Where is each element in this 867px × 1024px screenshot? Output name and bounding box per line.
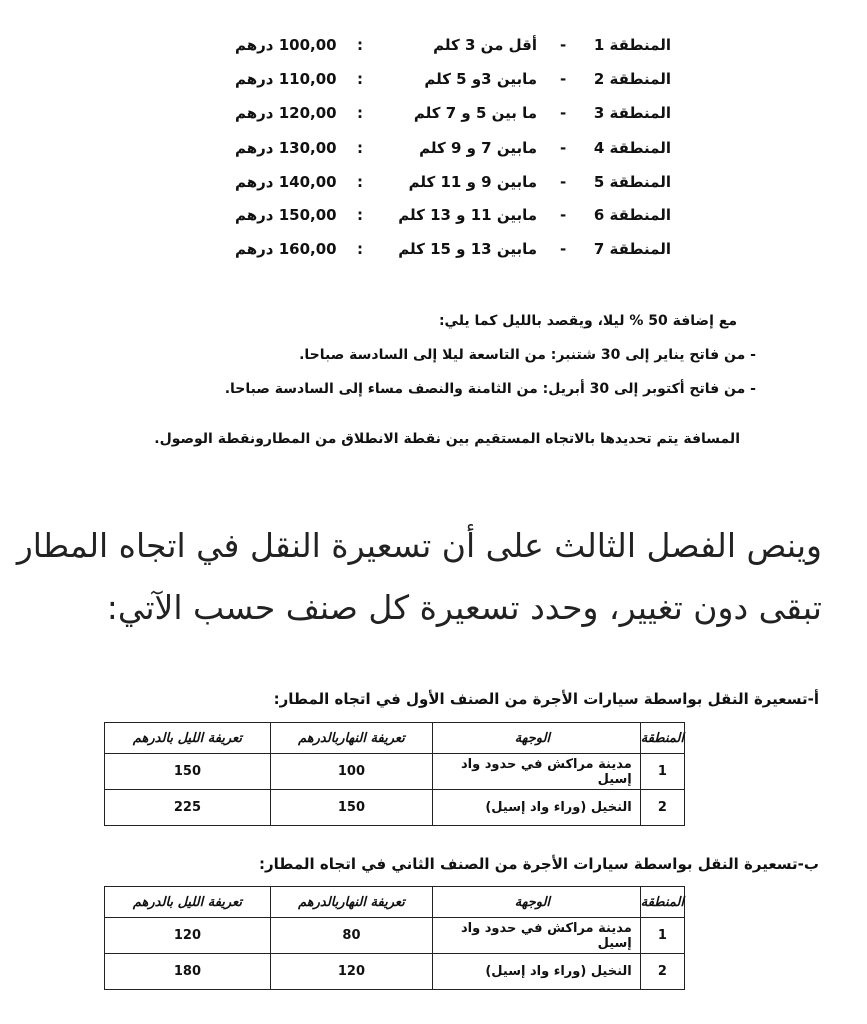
zone-distance: مابين 9 و 11 كلم	[408, 173, 537, 191]
zone-price: 150,00 درهم	[235, 206, 337, 224]
zone-distance: مابين 13 و 15 كلم	[398, 240, 537, 258]
cell-night: 180	[105, 954, 271, 990]
zone-row	[0, 139, 867, 169]
cell-day: 120	[270, 954, 432, 990]
zone-colon: :	[357, 70, 363, 88]
header-zone: المنطقة	[640, 723, 684, 754]
zone-dash: -	[560, 36, 567, 54]
cell-day: 100	[270, 754, 432, 790]
header-zone: المنطقة	[640, 887, 684, 918]
zone-row	[0, 104, 867, 134]
table-row	[105, 790, 685, 826]
table-a	[104, 722, 685, 826]
zone-colon: :	[357, 139, 363, 157]
zone-row	[0, 36, 867, 66]
zone-colon: :	[357, 206, 363, 224]
table-b-title: ب-تسعيرة النقل بواسطة سيارات الأجرة من الصنف الثاني في اتجاه المطار:	[258, 855, 819, 873]
header-destination: الوجهة	[433, 887, 641, 918]
cell-destination: مدينة مراكش في حدود واد إسيل	[433, 754, 641, 790]
night-line-1: - من فاتح يناير إلى 30 شتنبر: من التاسعة ليلا إلى السادسة صباحا.	[299, 347, 756, 363]
zone-name: المنطقة 4	[593, 139, 671, 157]
header-night: تعريفة الليل بالدرهم	[105, 887, 271, 918]
zone-dash: -	[560, 206, 567, 224]
zone-distance: أقل من 3 كلم	[433, 36, 537, 54]
header-day: تعريفة النهاربالدرهم	[270, 887, 432, 918]
cell-night: 225	[105, 790, 271, 826]
table-b	[104, 886, 685, 990]
zone-dash: -	[560, 104, 567, 122]
zone-colon: :	[357, 36, 363, 54]
zone-row	[0, 206, 867, 236]
zone-name: المنطقة 5	[593, 173, 671, 191]
zone-name: المنطقة 7	[593, 240, 671, 258]
header-night: تعريفة الليل بالدرهم	[105, 723, 271, 754]
zone-colon: :	[357, 240, 363, 258]
zone-price: 130,00 درهم	[235, 139, 337, 157]
table-header-row	[105, 723, 685, 754]
table-row	[105, 754, 685, 790]
cell-destination: النخيل (وراء واد إسيل)	[433, 954, 641, 990]
paragraph-line-2: تبقى دون تغيير، وحدد تسعيرة كل صنف حسب الآتي:	[106, 588, 822, 627]
zone-distance: ما بين 5 و 7 كلم	[413, 104, 537, 122]
zone-price: 100,00 درهم	[235, 36, 337, 54]
cell-zone: 2	[640, 954, 684, 990]
cell-zone: 2	[640, 790, 684, 826]
zone-name: المنطقة 1	[593, 36, 671, 54]
zone-dash: -	[560, 240, 567, 258]
zone-name: المنطقة 3	[593, 104, 671, 122]
zone-dash: -	[560, 70, 567, 88]
cell-day: 80	[270, 918, 432, 954]
zone-distance: مابين 11 و 13 كلم	[398, 206, 537, 224]
table-row	[105, 954, 685, 990]
zone-distance: مابين 7 و 9 كلم	[419, 139, 537, 157]
night-intro: مع إضافة 50 % ليلا، ويقصد بالليل كما يلي:	[438, 313, 737, 329]
zone-row	[0, 240, 867, 270]
zone-price: 120,00 درهم	[235, 104, 337, 122]
zone-name: المنطقة 2	[593, 70, 671, 88]
cell-night: 150	[105, 754, 271, 790]
table-row	[105, 918, 685, 954]
table-header-row	[105, 887, 685, 918]
header-day: تعريفة النهاربالدرهم	[270, 723, 432, 754]
distance-note: المسافة يتم تحديدها بالاتجاه المستقيم بين نقطة الانطلاق من المطارونقطة الوصول.	[154, 431, 740, 447]
zone-distance: مابين 3و 5 كلم	[424, 70, 537, 88]
zone-colon: :	[357, 173, 363, 191]
zone-price: 160,00 درهم	[235, 240, 337, 258]
cell-zone: 1	[640, 918, 684, 954]
zone-colon: :	[357, 104, 363, 122]
zone-row	[0, 173, 867, 203]
cell-night: 120	[105, 918, 271, 954]
zone-name: المنطقة 6	[593, 206, 671, 224]
cell-day: 150	[270, 790, 432, 826]
zone-dash: -	[560, 173, 567, 191]
zone-dash: -	[560, 139, 567, 157]
zone-price: 140,00 درهم	[235, 173, 337, 191]
header-destination: الوجهة	[433, 723, 641, 754]
cell-destination: مدينة مراكش في حدود واد إسيل	[433, 918, 641, 954]
paragraph-line-1: وينص الفصل الثالث على أن تسعيرة النقل في اتجاه المطار	[16, 526, 822, 565]
zone-row	[0, 70, 867, 100]
table-a-title: أ-تسعيرة النقل بواسطة سيارات الأجرة من الصنف الأول في اتجاه المطار:	[273, 690, 819, 708]
night-line-2: - من فاتح أكتوبر إلى 30 أبريل: من الثامنة والنصف مساء إلى السادسة صباحا.	[224, 381, 756, 397]
cell-destination: النخيل (وراء واد إسيل)	[433, 790, 641, 826]
zone-price: 110,00 درهم	[235, 70, 337, 88]
cell-zone: 1	[640, 754, 684, 790]
